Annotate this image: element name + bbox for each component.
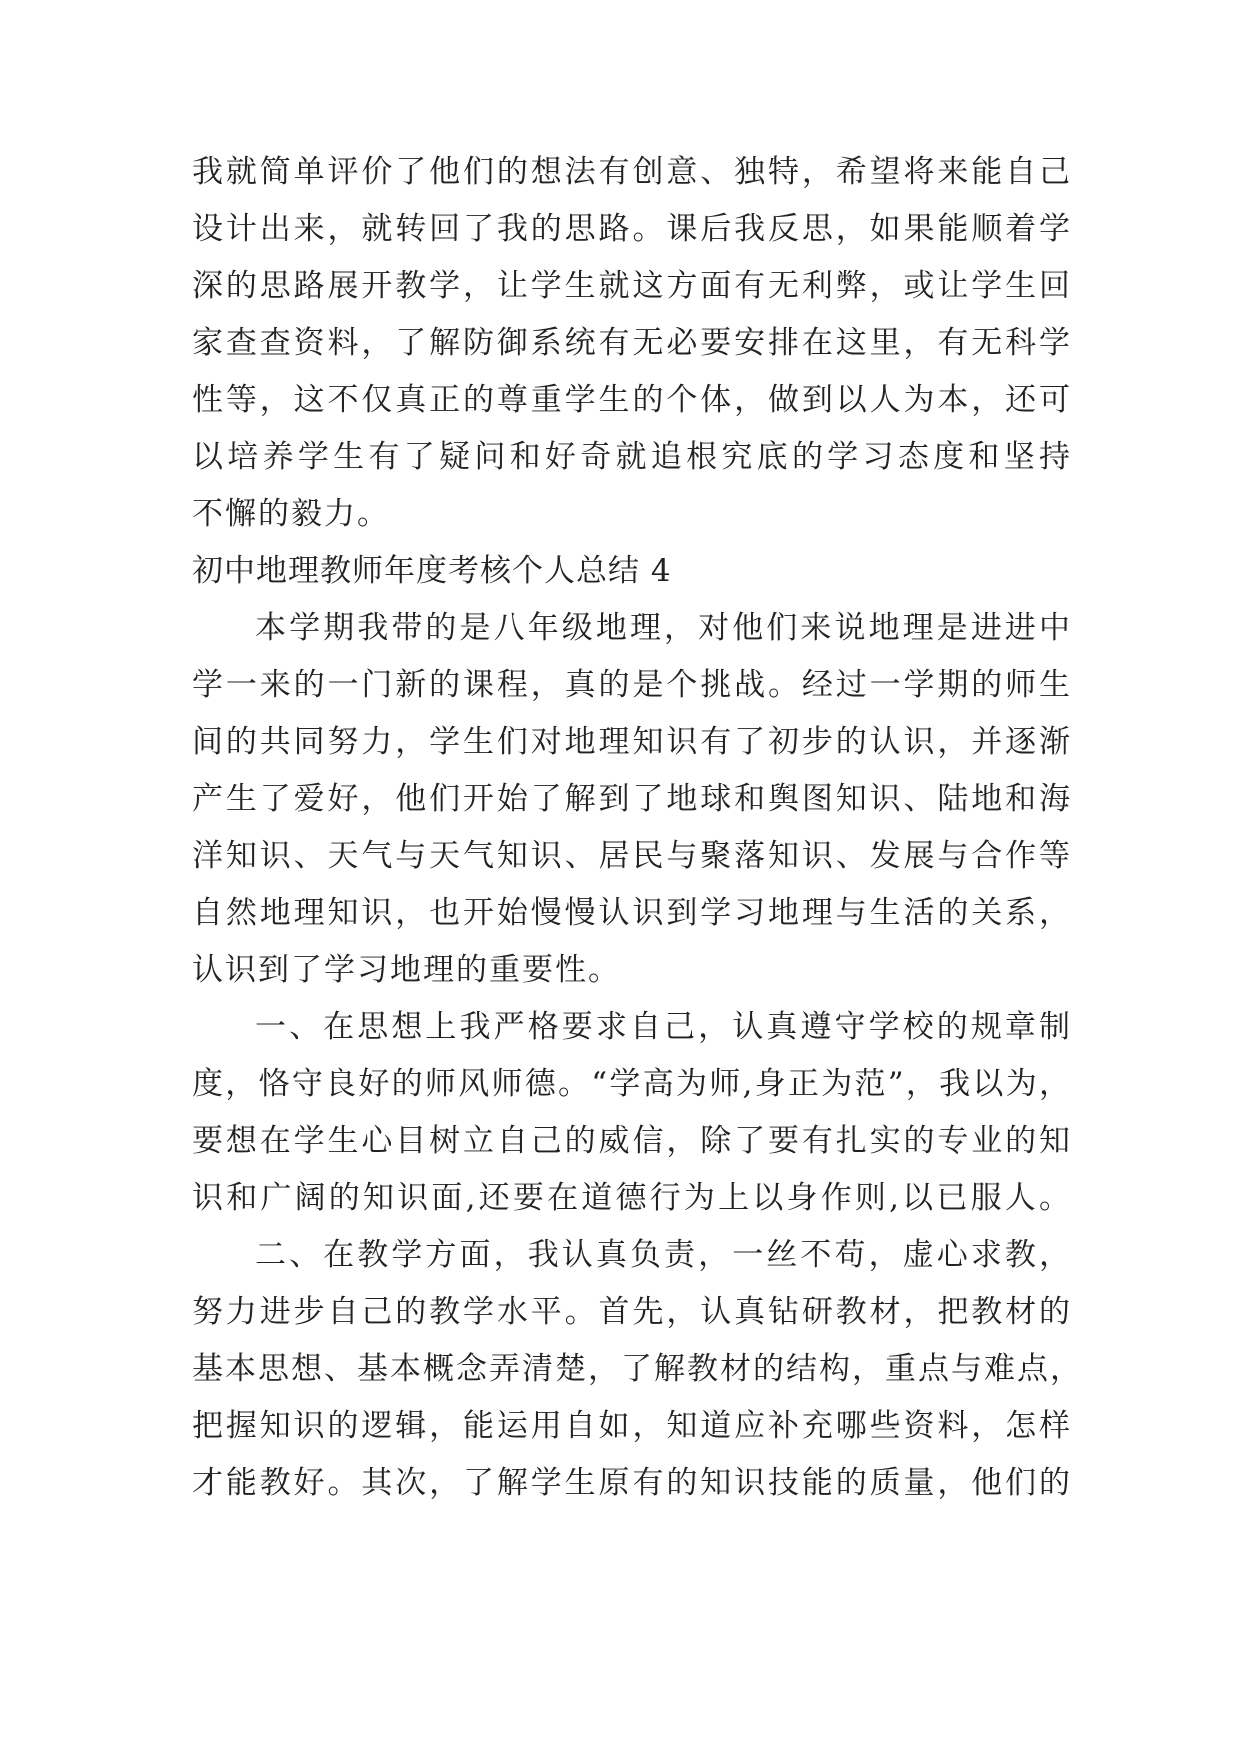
text-line: 把握知识的逻辑，能运用自如，知道应补充哪些资料，怎样 — [192, 1408, 1072, 1444]
text-line: 努力进步自己的教学水平。首先，认真钻研教材，把教材的 — [192, 1294, 1072, 1330]
text-line: 本学期我带的是八年级地理，对他们来说地理是进进中 — [255, 610, 1072, 646]
text-line: 基本思想、基本概念弄清楚，了解教材的结构，重点与难点， — [192, 1351, 1083, 1387]
text-line: 不懈的毅力。 — [192, 496, 390, 532]
text-line: 间的共同努力，学生们对地理知识有了初步的认识，并逐渐 — [192, 724, 1072, 760]
text-line: 要想在学生心目树立自己的威信，除了要有扎实的专业的知 — [192, 1123, 1072, 1159]
section-heading: 初中地理教师年度考核个人总结 4 — [192, 553, 672, 589]
text-line: 度，恪守良好的师风师德。“学高为师,身正为范”，我以为， — [192, 1066, 1072, 1102]
text-line: 产生了爱好，他们开始了解到了地球和舆图知识、陆地和海 — [192, 781, 1072, 817]
text-line: 洋知识、天气与天气知识、居民与聚落知识、发展与合作等 — [192, 838, 1072, 874]
text-line: 学一来的一门新的课程，真的是个挑战。经过一学期的师生 — [192, 667, 1072, 703]
text-line: 才能教好。其次，了解学生原有的知识技能的质量，他们的 — [192, 1465, 1072, 1501]
text-line: 一、在思想上我严格要求自己，认真遵守学校的规章制 — [255, 1009, 1072, 1045]
text-line: 二、在教学方面，我认真负责，一丝不苟，虚心求教， — [255, 1237, 1072, 1273]
text-line: 设计出来，就转回了我的思路。课后我反思，如果能顺着学 — [192, 211, 1072, 247]
text-line: 家查查资料，了解防御系统有无必要安排在这里，有无科学 — [192, 325, 1072, 361]
text-line: 以培养学生有了疑问和好奇就追根究底的学习态度和坚持 — [192, 439, 1072, 475]
text-line: 我就简单评价了他们的想法有创意、独特，希望将来能自己 — [192, 154, 1072, 190]
text-line: 认识到了学习地理的重要性。 — [192, 952, 621, 988]
text-line: 自然地理知识，也开始慢慢认识到学习地理与生活的关系， — [192, 895, 1072, 931]
text-line: 识和广阔的知识面,还要在道德行为上以身作则,以已服人。 — [192, 1180, 1072, 1216]
text-line: 性等，这不仅真正的尊重学生的个体，做到以人为本，还可 — [192, 382, 1072, 418]
text-line: 深的思路展开教学，让学生就这方面有无利弊，或让学生回 — [192, 268, 1072, 304]
